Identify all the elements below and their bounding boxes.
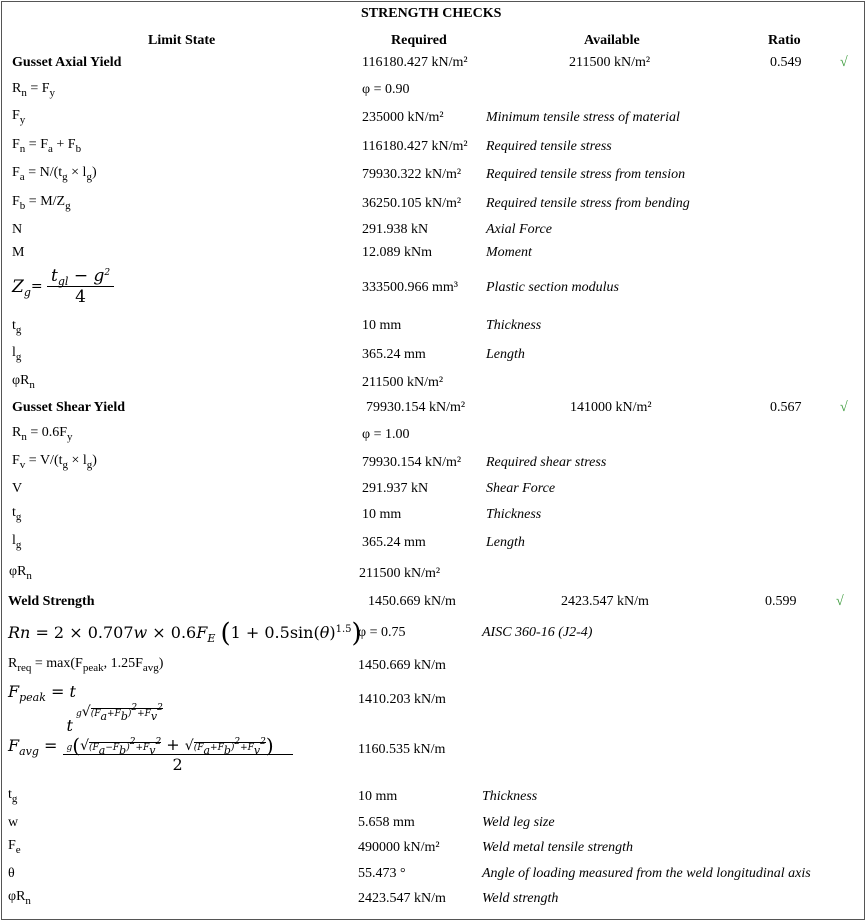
shear-lg-desc: Length xyxy=(486,535,525,550)
weld-check-icon: √ xyxy=(836,594,844,609)
axial-check-icon: √ xyxy=(840,55,848,70)
shear-tg-desc: Thickness xyxy=(486,507,542,522)
axial-fb-formula: $F_b = M/Z_g$ xyxy=(12,194,71,212)
weld-theta-desc: Angle of loading measured from the weld longitudinal axis xyxy=(482,866,811,881)
weld-available: 2423.547 kN/m xyxy=(561,594,649,609)
axial-zg-formula: $Z_g=$ $\frac{t_{gl} - g^2}{4}$ xyxy=(12,266,114,307)
header-available: Available xyxy=(584,33,640,48)
weld-rreq-value: 1450.669 kN/m xyxy=(358,658,446,673)
axial-tg-value: 10 mm xyxy=(362,318,402,333)
weld-ref: AISC 360-16 (J2-4) xyxy=(482,625,593,640)
axial-zg-desc: Plastic section modulus xyxy=(486,280,619,295)
weld-theta-value: 55.473 ° xyxy=(358,866,406,881)
axial-tg-label: $t_g$ xyxy=(12,318,22,336)
weld-phirn-desc: Weld strength xyxy=(482,891,559,906)
axial-m-label: M xyxy=(12,245,25,260)
axial-ratio: 0.549 xyxy=(770,55,802,70)
header-required: Required xyxy=(391,33,447,48)
section-title-weld: Weld Strength xyxy=(8,594,95,609)
section-title-axial: Gusset Axial Yield xyxy=(12,55,122,70)
axial-fa-desc: Required tensile stress from tension xyxy=(486,167,686,182)
weld-w-label: w xyxy=(8,815,19,830)
axial-required: 116180.427 kN/m² xyxy=(362,55,468,70)
shear-available: 141000 kN/m² xyxy=(570,400,652,415)
shear-fv-value: 79930.154 kN/m² xyxy=(362,455,462,470)
axial-tg-desc: Thickness xyxy=(486,318,542,333)
header-limit-state: Limit State xyxy=(148,33,216,48)
weld-favg-formula: $F_{avg}$ = t $g(√(F_a-F_b)^2+F_v^2 + √(F_a+F_b)^2+F_v^2)$ 2 xyxy=(8,716,293,774)
weld-required: 1450.669 kN/m xyxy=(368,594,456,609)
weld-fe-desc: Weld metal tensile strength xyxy=(482,840,633,855)
weld-fpeak-value: 1410.203 kN/m xyxy=(358,692,446,707)
weld-rreq-formula: $R_{req} = \max(F_{peak}$, $1.25F_{avg}$) xyxy=(8,656,164,674)
axial-phi: φ = 0.90 xyxy=(362,82,410,97)
weld-rn-formula: $Rn = 2 \times 0.707w \times 0.6F_E$ $(1 + 0.5\sin(\theta)^{1.5})$ xyxy=(8,618,362,649)
shear-phirn-label: $\varphi R_n$ xyxy=(9,564,32,582)
axial-lg-desc: Length xyxy=(486,347,525,362)
shear-tg-value: 10 mm xyxy=(362,507,402,522)
weld-tg-label: $t_g$ xyxy=(8,787,18,805)
shear-lg-value: 365.24 mm xyxy=(362,535,426,550)
axial-fn-value: 116180.427 kN/m² xyxy=(362,139,468,154)
axial-fn-formula: $F_n = F_a + F_b$ xyxy=(12,137,82,155)
shear-tg-label: $t_g$ xyxy=(12,505,22,523)
weld-w-value: 5.658 mm xyxy=(358,815,415,830)
weld-tg-value: 10 mm xyxy=(358,789,398,804)
axial-n-desc: Axial Force xyxy=(486,222,552,237)
shear-ratio: 0.567 xyxy=(770,400,802,415)
weld-tg-desc: Thickness xyxy=(482,789,538,804)
axial-zg-value: 333500.966 mm³ xyxy=(362,280,458,295)
weld-phirn-value: 2423.547 kN/m xyxy=(358,891,446,906)
shear-check-icon: √ xyxy=(840,400,848,415)
axial-rn-formula: $R_n = F_y$ xyxy=(12,81,56,99)
weld-theta-label: θ xyxy=(8,866,15,881)
shear-phirn-value: 211500 kN/m² xyxy=(359,566,441,581)
weld-phirn-label: $\varphi R_n$ xyxy=(8,889,31,907)
shear-v-label: V xyxy=(12,481,23,496)
shear-fv-formula: $F_v = V/(t_g \times l_g)$ xyxy=(12,453,97,471)
header-ratio: Ratio xyxy=(768,33,801,48)
axial-m-value: 12.089 kNm xyxy=(362,245,432,260)
weld-fe-label: $F_e$ xyxy=(8,838,21,856)
shear-fv-desc: Required shear stress xyxy=(486,455,607,470)
shear-phi: φ = 1.00 xyxy=(362,427,410,442)
section-title-shear: Gusset Shear Yield xyxy=(12,400,126,415)
axial-n-value: 291.938 kN xyxy=(362,222,429,237)
weld-w-desc: Weld leg size xyxy=(482,815,555,830)
shear-rn-formula: $R_n = 0.6F_y$ xyxy=(12,425,73,443)
shear-v-desc: Shear Force xyxy=(486,481,556,496)
axial-fy-desc: Minimum tensile stress of material xyxy=(486,110,680,125)
axial-n-label: N xyxy=(12,222,23,237)
shear-v-value: 291.937 kN xyxy=(362,481,429,496)
weld-favg-value: 1160.535 kN/m xyxy=(358,742,446,757)
weld-fe-value: 490000 kN/m² xyxy=(358,840,440,855)
axial-m-desc: Moment xyxy=(486,245,532,260)
table-title: STRENGTH CHECKS xyxy=(361,6,502,21)
axial-phirn-value: 211500 kN/m² xyxy=(362,375,444,390)
axial-fy-label: $F_y$ xyxy=(12,108,26,126)
weld-fpeak-formula: $F_{peak} = t$ $g√(F_a+F_b)^2+F_v^2$ xyxy=(8,682,163,723)
weld-ratio: 0.599 xyxy=(765,594,797,609)
weld-phi: φ = 0.75 xyxy=(358,625,406,640)
axial-lg-label: $l_g$ xyxy=(12,345,22,363)
axial-lg-value: 365.24 mm xyxy=(362,347,426,362)
axial-fb-value: 36250.105 kN/m² xyxy=(362,196,462,211)
shear-required: 79930.154 kN/m² xyxy=(366,400,466,415)
axial-fa-value: 79930.322 kN/m² xyxy=(362,167,462,182)
axial-fb-desc: Required tensile stress from bending xyxy=(486,196,690,211)
axial-fn-desc: Required tensile stress xyxy=(486,139,612,154)
axial-fa-formula: $F_a = N/(t_g \times l_g)$ xyxy=(12,165,97,183)
axial-phirn-label: $\varphi R_n$ xyxy=(12,373,35,391)
axial-available: 211500 kN/m² xyxy=(569,55,651,70)
axial-fy-value: 235000 kN/m² xyxy=(362,110,444,125)
shear-lg-label: $l_g$ xyxy=(12,533,22,551)
